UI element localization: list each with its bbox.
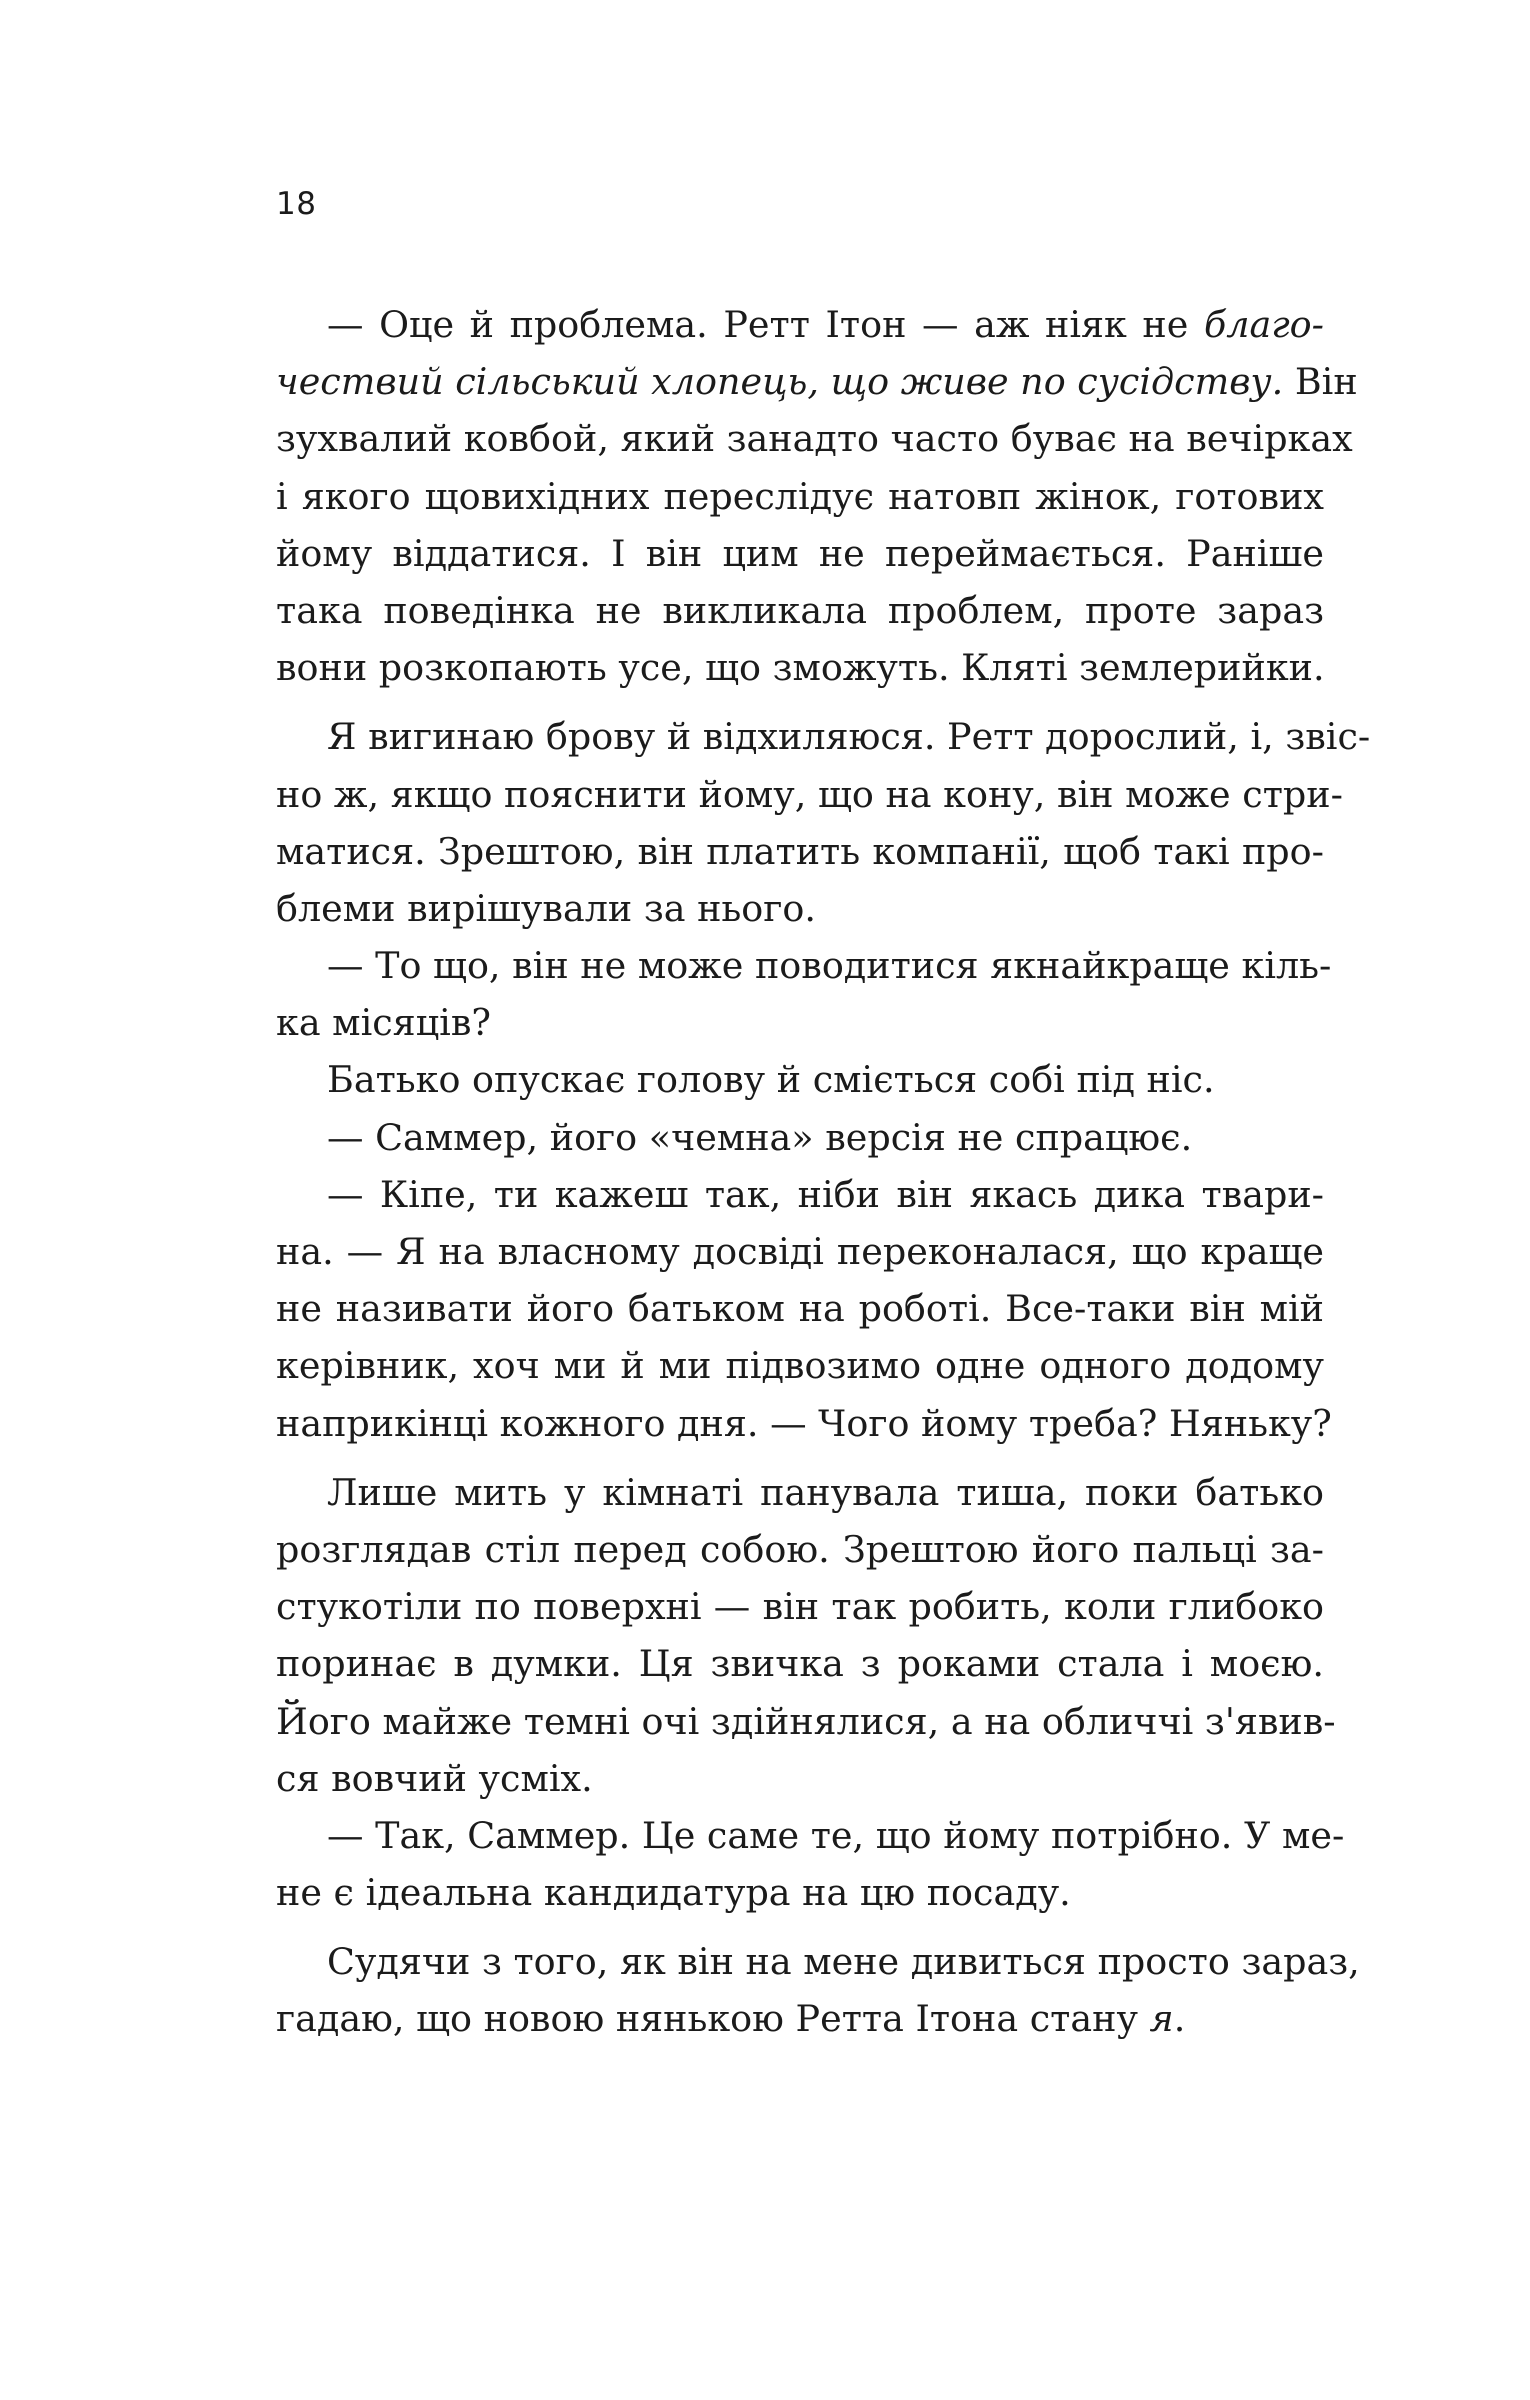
text-line: — Саммер, його «чемна» версія не спрацює. <box>327 1115 1193 1159</box>
text-line: блеми вирішували за нього. <box>276 886 816 930</box>
text-line: Батько опускає голову й сміється собі під ніс. <box>327 1058 1215 1102</box>
text-line: — Так, Саммер. Це саме те, що йому потрібно. У ме- <box>327 1813 1345 1857</box>
text-line: матися. Зрештою, він платить компанії, щоб такі про- <box>276 829 1324 873</box>
text-line: Я вигинаю брову й відхиляюся. Ретт дорослий, і, звіс- <box>327 715 1371 759</box>
text-line: йому віддатися. І він цим не переймається. Раніше <box>276 531 1324 575</box>
text-line: не є ідеальна кандидатура на цю посаду. <box>276 1871 1071 1915</box>
text-line: розглядав стіл перед собою. Зрештою його пальці за- <box>276 1527 1324 1571</box>
text-line: не називати його батьком на роботі. Все-таки він мій <box>276 1287 1324 1331</box>
text-line: Лише мить у кімнаті панувала тиша, поки батько <box>327 1470 1324 1514</box>
text-line: така поведінка не викликала проблем, проте зараз <box>276 588 1324 632</box>
page-number: 18 <box>276 186 317 222</box>
text-line: — Оце й проблема. Ретт Ітон — аж ніяк не благо- <box>327 303 1324 346</box>
text-line: — То що, він не може поводитися якнайкраще кіль- <box>327 944 1332 988</box>
text-line: стукотіли по поверхні — він так робить, коли глибоко <box>276 1585 1324 1629</box>
text-line: зухвалий ковбой, який занадто часто буває на вечірках <box>276 417 1353 461</box>
text-line: ся вовчий усміх. <box>276 1756 593 1800</box>
text-line: керівник, хоч ми й ми підвозимо одне одного додому <box>276 1344 1324 1388</box>
text-line: Його майже темні очі здійнялися, а на обличчі з'явив- <box>276 1699 1336 1743</box>
text-line: і якого щовихідних переслідує натовп жінок, готових <box>276 474 1324 518</box>
text-line: чествий сільський хлопець, що живе по сусідству. Він <box>276 360 1358 404</box>
text-line: но ж, якщо пояснити йому, що на кону, він може стри- <box>276 772 1343 816</box>
text-line: на. — Я на власному досвіді переконалася, що краще <box>276 1230 1324 1273</box>
text-line: вони розкопають усе, що зможуть. Кляті землерийки. <box>276 646 1325 690</box>
text-line: наприкінці кожного дня. — Чого йому треба? Няньку? <box>276 1401 1332 1445</box>
text-line: гадаю, що новою нянькою Ретта Ітона стану я. <box>276 1997 1186 2041</box>
text-line: поринає в думки. Ця звичка з роками стала і моєю. <box>276 1642 1324 1686</box>
body-text <box>276 296 1371 2048</box>
text-line: Судячи з того, як він на мене дивиться просто зараз, <box>327 1940 1360 1984</box>
text-line: ка місяців? <box>276 1001 491 1045</box>
text-line: — Кіпе, ти кажеш так, ніби він якась дика твари- <box>327 1172 1324 1216</box>
